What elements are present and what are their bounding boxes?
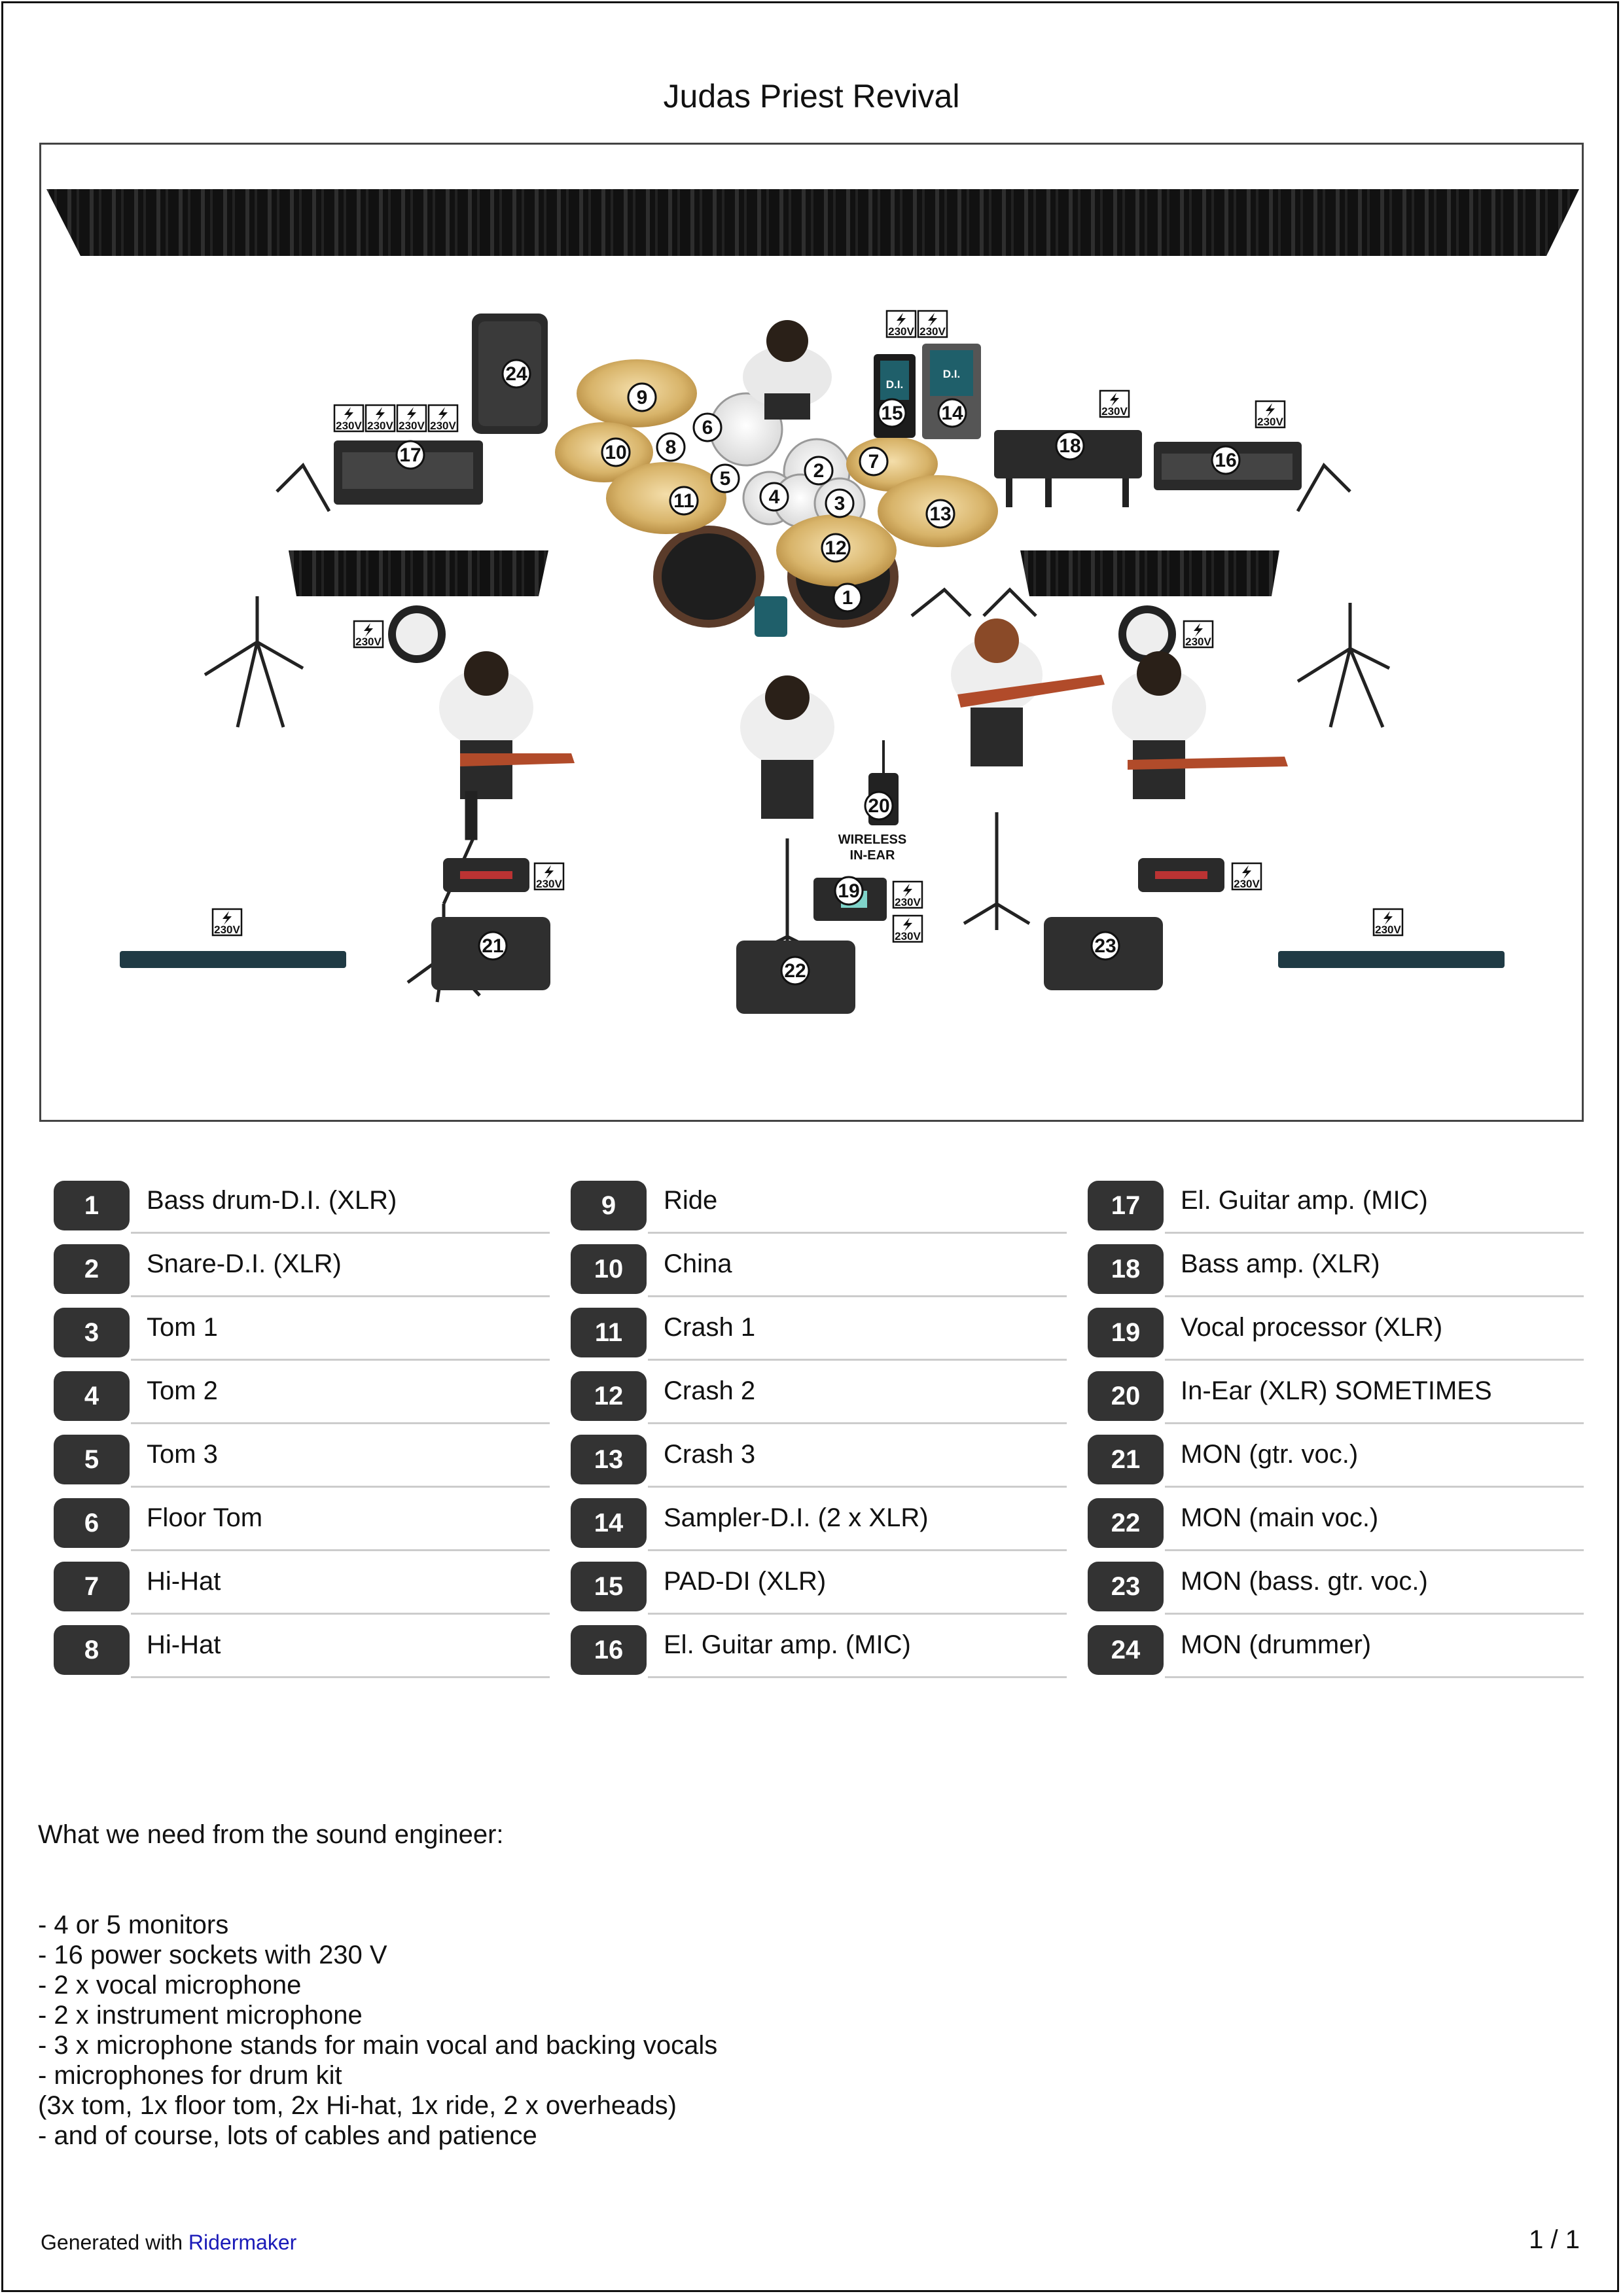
legend-row — [1086, 1432, 1584, 1484]
legend-divider — [1165, 1295, 1584, 1297]
legend-number-badge: 1 — [54, 1181, 130, 1230]
legend-divider — [131, 1359, 550, 1361]
legend-row — [52, 1623, 550, 1675]
legend-label: Floor Tom — [147, 1503, 263, 1532]
legend-row — [52, 1242, 550, 1294]
legend-divider — [1165, 1613, 1584, 1615]
legend-label: Tom 3 — [147, 1440, 218, 1469]
number-marker — [826, 490, 853, 517]
number-marker — [781, 957, 809, 984]
notes-line: - 2 x instrument microphone — [38, 2001, 363, 2030]
mic-stand-right — [964, 812, 1029, 930]
lead-singer — [740, 675, 834, 819]
marker-number: 7 — [868, 451, 880, 473]
marker-number: 14 — [941, 403, 963, 424]
page-title: Judas Priest Revival — [663, 78, 960, 115]
number-marker — [397, 441, 424, 469]
guitarist-left — [439, 651, 575, 799]
guitarist-right — [1112, 651, 1288, 799]
notes-line: - 2 x vocal microphone — [38, 1971, 302, 2000]
wireless-label-2: IN-EAR — [849, 848, 895, 863]
marker-number: 20 — [868, 795, 890, 817]
legend-divider — [1165, 1486, 1584, 1488]
legend-number-badge: 14 — [571, 1498, 647, 1548]
power-box-right — [1138, 858, 1224, 892]
led-bar-left — [120, 951, 346, 968]
legend-label: Crash 3 — [664, 1440, 756, 1469]
power-socket-badge — [397, 405, 426, 432]
number-marker — [878, 399, 906, 427]
marker-number: 13 — [929, 503, 952, 525]
power-voltage-label: 230V — [355, 636, 382, 648]
power-socket-badge — [366, 405, 395, 432]
legend-number-badge: 18 — [1088, 1244, 1164, 1294]
par-light-left — [388, 605, 446, 663]
legend-row — [1086, 1178, 1584, 1230]
number-marker — [835, 877, 863, 905]
notes-line: - 3 x microphone stands for main vocal and backing vocals — [38, 2031, 718, 2060]
number-marker — [822, 534, 849, 562]
legend-number-badge: 12 — [571, 1371, 647, 1421]
legend-label: In-Ear (XLR) SOMETIMES — [1181, 1376, 1492, 1405]
legend-row — [569, 1305, 1067, 1357]
legend-divider — [131, 1549, 550, 1551]
legend-label: Hi-Hat — [147, 1630, 221, 1659]
legend-divider — [1165, 1422, 1584, 1424]
power-voltage-label: 230V — [399, 420, 425, 432]
ridermaker-link[interactable]: Ridermaker — [188, 2231, 297, 2254]
marker-number: 2 — [813, 460, 825, 482]
marker-number: 23 — [1094, 935, 1116, 957]
legend-number-badge: 10 — [571, 1244, 647, 1294]
legend-label: MON (drummer) — [1181, 1630, 1372, 1659]
number-marker — [711, 465, 739, 492]
number-marker — [805, 457, 832, 484]
legend-row — [52, 1369, 550, 1421]
left-riser-skirt — [289, 550, 548, 596]
marker-number: 18 — [1059, 435, 1081, 457]
power-socket-badge — [1232, 863, 1261, 890]
legend-row — [52, 1559, 550, 1611]
right-riser-skirt — [1020, 550, 1279, 596]
legend-row — [569, 1432, 1067, 1484]
power-voltage-label: 230V — [367, 420, 393, 432]
led-bar-right — [1278, 951, 1505, 968]
legend-label: Sampler-D.I. (2 x XLR) — [664, 1503, 929, 1532]
legend-row — [52, 1178, 550, 1230]
power-voltage-label: 230V — [1257, 416, 1283, 428]
power-voltage-label: 230V — [430, 420, 456, 432]
legend-divider — [648, 1486, 1067, 1488]
legend-number-badge: 4 — [54, 1371, 130, 1421]
power-voltage-label: 230V — [888, 325, 914, 338]
marker-number: 5 — [719, 468, 731, 490]
power-socket-badge — [893, 882, 922, 908]
power-socket-badge — [887, 311, 916, 338]
power-voltage-label: 230V — [336, 420, 362, 432]
marker-number: 22 — [784, 960, 806, 982]
legend-divider — [1165, 1676, 1584, 1678]
wireless-label-1: WIRELESS — [838, 833, 907, 847]
power-voltage-label: 230V — [1101, 405, 1128, 418]
legend-divider — [131, 1486, 550, 1488]
legend-number-badge: 24 — [1088, 1625, 1164, 1675]
legend-label: Ride — [664, 1186, 718, 1215]
number-marker — [927, 500, 954, 528]
number-marker — [602, 439, 630, 466]
legend-label: MON (bass. gtr. voc.) — [1181, 1567, 1428, 1596]
footer-prefix: Generated with — [41, 2231, 188, 2254]
legend-number-badge: 15 — [571, 1562, 647, 1611]
footer-credit — [41, 2231, 296, 2255]
legend-label: Snare-D.I. (XLR) — [147, 1249, 342, 1278]
legend-number-badge: 2 — [54, 1244, 130, 1294]
power-voltage-label: 230V — [895, 930, 921, 942]
marker-number: 24 — [505, 363, 527, 385]
legend-number-badge: 9 — [571, 1181, 647, 1230]
legend-number-badge: 23 — [1088, 1562, 1164, 1611]
marker-number: 17 — [399, 444, 421, 466]
legend-row — [569, 1178, 1067, 1230]
marker-number: 15 — [881, 403, 903, 424]
marker-number: 3 — [834, 493, 846, 514]
stage-plot — [39, 143, 1584, 1122]
marker-number: 9 — [636, 387, 648, 408]
number-marker — [760, 483, 788, 511]
legend-number-badge: 7 — [54, 1562, 130, 1611]
legend-row — [52, 1432, 550, 1484]
legend-row — [52, 1305, 550, 1357]
power-socket-badge — [1184, 621, 1213, 648]
marker-number: 21 — [482, 935, 504, 957]
notes-line: - 16 power sockets with 230 V — [38, 1941, 387, 1969]
legend-divider — [131, 1422, 550, 1424]
legend-label: Hi-Hat — [147, 1567, 221, 1596]
legend-row — [569, 1623, 1067, 1675]
power-voltage-label: 230V — [1375, 924, 1401, 936]
legend-divider — [131, 1232, 550, 1234]
legend-number-badge: 17 — [1088, 1181, 1164, 1230]
power-voltage-label: 230V — [214, 924, 240, 936]
legend-divider — [1165, 1549, 1584, 1551]
power-voltage-label: 230V — [1234, 878, 1260, 890]
legend-label: Tom 2 — [147, 1376, 218, 1405]
legend-label: China — [664, 1249, 732, 1278]
power-voltage-label: 230V — [919, 325, 946, 338]
notes-list — [38, 1910, 717, 2151]
number-marker — [657, 433, 685, 461]
number-marker — [938, 399, 966, 427]
marker-number: 19 — [838, 880, 860, 902]
legend-divider — [648, 1232, 1067, 1234]
legend-divider — [1165, 1232, 1584, 1234]
number-marker — [628, 384, 656, 411]
legend-label: Crash 2 — [664, 1376, 756, 1405]
legend-label: Tom 1 — [147, 1313, 218, 1342]
legend-row — [1086, 1559, 1584, 1611]
legend-divider — [648, 1422, 1067, 1424]
legend-label: PAD-DI (XLR) — [664, 1567, 827, 1596]
legend-label: Crash 1 — [664, 1313, 756, 1342]
legend-row — [569, 1559, 1067, 1611]
legend-label: El. Guitar amp. (MIC) — [664, 1630, 911, 1659]
legend-divider — [131, 1613, 550, 1615]
power-socket-badge — [918, 311, 947, 338]
legend-divider — [1165, 1359, 1584, 1361]
legend-row — [1086, 1623, 1584, 1675]
power-voltage-label: 230V — [1185, 636, 1211, 648]
legend-label: MON (main voc.) — [1181, 1503, 1379, 1532]
notes-line: (3x tom, 1x floor tom, 2x Hi-hat, 1x ride, 2 x overheads) — [38, 2091, 677, 2120]
rear-curtain — [46, 189, 1579, 256]
power-socket-badge — [213, 909, 241, 936]
legend-number-badge: 6 — [54, 1498, 130, 1548]
legend-number-badge: 22 — [1088, 1498, 1164, 1548]
requirements-notes — [38, 1759, 717, 2181]
legend-row — [569, 1369, 1067, 1421]
legend-row — [52, 1496, 550, 1548]
legend-divider — [648, 1613, 1067, 1615]
legend-number-badge: 8 — [54, 1625, 130, 1675]
power-socket-badge — [535, 863, 563, 890]
pad-di-text: D.I. — [885, 378, 904, 391]
bassist — [951, 619, 1105, 766]
notes-heading: What we need from the sound engineer: — [38, 1820, 504, 1849]
number-marker — [479, 932, 507, 960]
marker-number: 6 — [702, 417, 713, 439]
marker-number: 1 — [842, 587, 853, 609]
legend-row — [1086, 1305, 1584, 1357]
number-marker — [503, 360, 530, 387]
legend-number-badge: 5 — [54, 1435, 130, 1484]
power-socket-badge — [1100, 391, 1129, 418]
marker-number: 4 — [768, 486, 780, 508]
notes-line: - and of course, lots of cables and patience — [38, 2121, 537, 2150]
legend-number-badge: 19 — [1088, 1308, 1164, 1357]
number-marker — [865, 792, 893, 819]
legend-row — [1086, 1242, 1584, 1294]
legend-divider — [648, 1359, 1067, 1361]
legend-divider — [131, 1676, 550, 1678]
power-socket-badge — [334, 405, 363, 432]
legend-row — [1086, 1496, 1584, 1548]
power-socket-badge — [1256, 401, 1285, 428]
legend-number-badge: 11 — [571, 1308, 647, 1357]
legend-label: Bass drum-D.I. (XLR) — [147, 1186, 397, 1215]
notes-line: - 4 or 5 monitors — [38, 1910, 229, 1939]
legend-row — [1086, 1369, 1584, 1421]
legend-number-badge: 16 — [571, 1625, 647, 1675]
legend-label: MON (gtr. voc.) — [1181, 1440, 1359, 1469]
power-socket-badge — [893, 916, 922, 942]
stage-plot-drawing — [41, 145, 1582, 1120]
legend-label: El. Guitar amp. (MIC) — [1181, 1186, 1428, 1215]
number-marker — [694, 414, 721, 441]
number-marker — [670, 487, 698, 514]
legend-divider — [648, 1295, 1067, 1297]
legend-number-badge: 3 — [54, 1308, 130, 1357]
legend-number-badge: 21 — [1088, 1435, 1164, 1484]
sampler-di-text: D.I. — [942, 368, 961, 380]
number-marker — [1212, 446, 1240, 474]
legend-number-badge: 13 — [571, 1435, 647, 1484]
legend-divider — [648, 1549, 1067, 1551]
power-socket-badge — [1374, 909, 1402, 936]
legend-row — [569, 1242, 1067, 1294]
legend-row — [569, 1496, 1067, 1548]
number-marker — [1056, 432, 1084, 459]
number-marker — [1092, 932, 1119, 960]
marker-number: 16 — [1215, 450, 1237, 471]
power-voltage-label: 230V — [895, 896, 921, 908]
legend-label: Bass amp. (XLR) — [1181, 1249, 1380, 1278]
power-socket-badge — [429, 405, 457, 432]
legend-number-badge: 20 — [1088, 1371, 1164, 1421]
marker-number: 11 — [673, 490, 694, 512]
legend-divider — [131, 1295, 550, 1297]
power-box-left — [443, 858, 529, 892]
power-voltage-label: 230V — [536, 878, 562, 890]
marker-number: 10 — [605, 442, 627, 463]
legend-divider — [648, 1676, 1067, 1678]
marker-number: 8 — [665, 437, 677, 458]
page-number: 1 / 1 — [1529, 2225, 1580, 2254]
notes-line: - microphones for drum kit — [38, 2061, 342, 2090]
power-socket-badge — [354, 621, 383, 648]
number-marker — [834, 584, 861, 611]
marker-number: 12 — [825, 537, 847, 559]
number-marker — [860, 448, 887, 475]
legend-label: Vocal processor (XLR) — [1181, 1313, 1443, 1342]
